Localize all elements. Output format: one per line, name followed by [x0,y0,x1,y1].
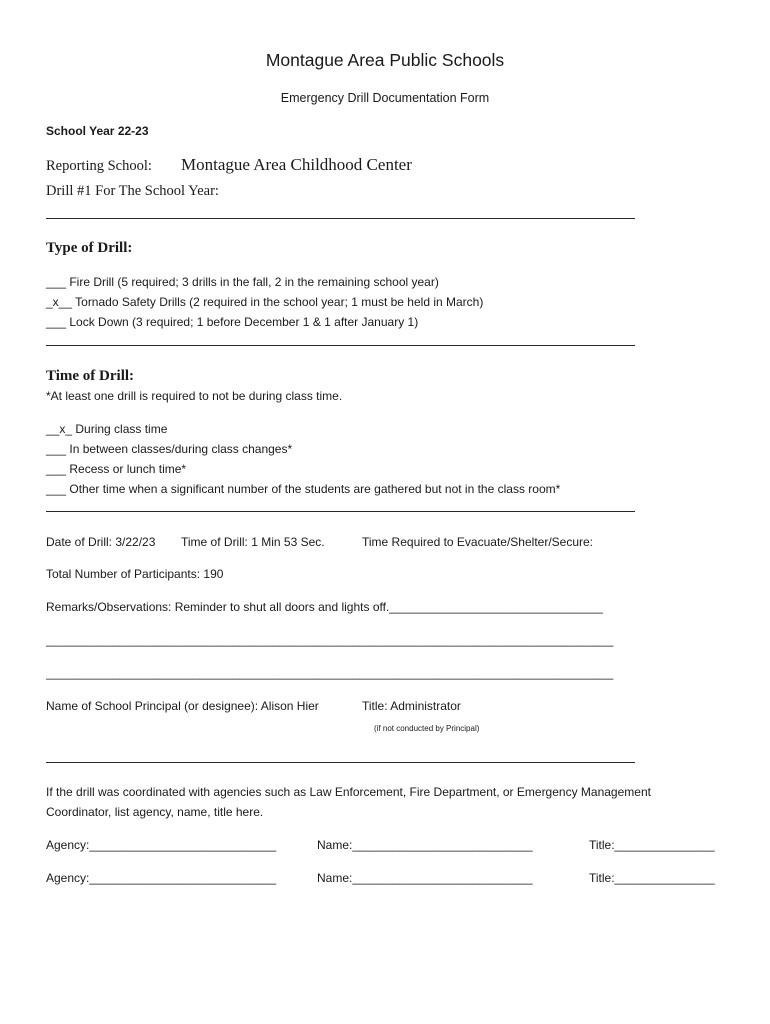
agency-title-field: Title:_______________ [589,871,715,885]
time-of-drill-heading: Time of Drill: [46,368,135,384]
time-option-recess: ___ Recess or lunch time* [46,462,187,476]
agencies-intro: If the drill was coordinated with agencies such as Law Enforcement, Fire Department, or Emergency Management [46,785,651,799]
time-required-label: Time Required to Evacuate/Shelter/Secure: [362,535,594,549]
agency-field: Agency:____________________________ [46,871,277,885]
drill-type-option-lockdown: ___ Lock Down (3 required; 1 before December 1 & 1 after January 1) [46,315,419,329]
principal-note: (if not conducted by Principal) [374,724,480,733]
reporting-school-value: Montague Area Childhood Center [181,155,412,174]
remarks-line: _____________________________________________________________________________________ [46,666,614,680]
date-of-drill: Date of Drill: 3/22/23 [46,535,156,549]
school-year: School Year 22-23 [46,124,149,138]
drill-number-label: Drill #1 For The School Year: [46,183,219,199]
document-subtitle: Emergency Drill Documentation Form [280,91,490,105]
section-divider [46,511,635,512]
drill-type-option-fire: ___ Fire Drill (5 required; 3 drills in the fall, 2 in the remaining school year) [46,275,439,289]
agency-title-field: Title:_______________ [589,838,715,852]
time-option-class-time: __x_ During class time [46,422,168,436]
section-divider [46,762,635,763]
time-option-other: ___ Other time when a significant number of the students are gathered but not in the class room* [46,482,561,496]
agencies-intro-continued: Coordinator, list agency, name, title here. [46,805,264,819]
drill-type-option-tornado: _x__ Tornado Safety Drills (2 required in the school year; 1 must be held in March) [46,295,484,309]
reporting-school-label: Reporting School: [46,158,152,174]
section-divider [46,218,635,219]
time-option-between-classes: ___ In between classes/during class changes* [46,442,293,456]
time-of-drill-note: *At least one drill is required to not be during class time. [46,389,343,403]
document-title: Montague Area Public Schools [265,50,505,70]
remarks-line: _____________________________________________________________________________________ [46,633,614,647]
principal-title: Title: Administrator [362,699,461,713]
section-divider [46,345,635,346]
agency-name-field: Name:___________________________ [317,871,533,885]
type-of-drill-heading: Type of Drill: [46,240,133,256]
agency-field: Agency:____________________________ [46,838,277,852]
remarks-observations: Remarks/Observations: Reminder to shut all doors and lights off.________________________________ [46,600,603,614]
total-participants: Total Number of Participants: 190 [46,567,224,581]
agency-name-field: Name:___________________________ [317,838,533,852]
principal-name: Name of School Principal (or designee): Alison Hier [46,699,319,713]
time-of-drill-duration: Time of Drill: 1 Min 53 Sec. [181,535,325,549]
